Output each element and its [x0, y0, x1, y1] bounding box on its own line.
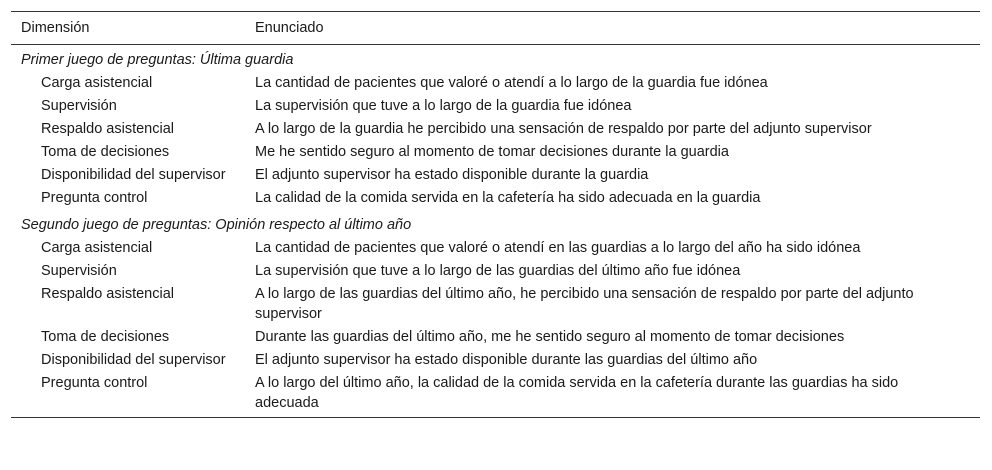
section-row [11, 210, 980, 237]
dimension-label: Carga asistencial [41, 75, 153, 91]
dimension-cell [11, 237, 245, 260]
table-row [11, 187, 980, 210]
dimension-label: Disponibilidad del supervisor [41, 167, 226, 183]
statement-cell: La cantidad de pacientes que valoré o atendí en las guardias a lo largo del año ha sido idónea [255, 240, 861, 256]
header-dimension: Dimensión [21, 20, 90, 36]
questionnaire-table [11, 11, 980, 418]
statement-cell: A lo largo de las guardias del último año, he percibido una sensación de respaldo por parte del adjunto supervisor [255, 286, 914, 322]
dimension-label: Supervisión [41, 98, 117, 114]
section-title: Primer juego de preguntas: Última guardia [21, 52, 294, 68]
dimension-label: Toma de decisiones [41, 144, 170, 160]
statement-cell: A lo largo del último año, la calidad de la comida servida en la cafetería durante las guardias ha sido adecuada [255, 375, 899, 411]
table-header [11, 12, 980, 45]
dimension-cell [11, 349, 245, 372]
statement-cell: Durante las guardias del último año, me he sentido seguro al momento de tomar decisiones [255, 329, 845, 345]
table-row [11, 283, 980, 326]
table-row [11, 118, 980, 141]
dimension-cell [11, 260, 245, 283]
dimension-cell [11, 187, 245, 210]
statement-cell: La supervisión que tuve a lo largo de las guardias del último año fue idónea [255, 263, 741, 279]
dimension-cell [11, 164, 245, 187]
table-row [11, 349, 980, 372]
statement-cell: La calidad de la comida servida en la cafetería ha sido adecuada en la guardia [255, 190, 761, 206]
dimension-cell [11, 141, 245, 164]
header-row [11, 12, 980, 45]
dimension-cell [11, 118, 245, 141]
table-row [11, 237, 980, 260]
table-row [11, 72, 980, 95]
statement-cell: La cantidad de pacientes que valoré o atendí a lo largo de la guardia fue idónea [255, 75, 768, 91]
dimension-label: Toma de decisiones [41, 329, 170, 345]
statement-cell: La supervisión que tuve a lo largo de la guardia fue idónea [255, 98, 632, 114]
statement-cell: A lo largo de la guardia he percibido una sensación de respaldo por parte del adjunto supervisor [255, 121, 872, 137]
dimension-cell [11, 326, 245, 349]
table-body [11, 45, 980, 418]
dimension-label: Supervisión [41, 263, 117, 279]
dimension-label: Carga asistencial [41, 240, 153, 256]
statement-cell: El adjunto supervisor ha estado disponible durante la guardia [255, 167, 649, 183]
dimension-label: Disponibilidad del supervisor [41, 352, 226, 368]
dimension-label: Pregunta control [41, 190, 148, 206]
questionnaire-table-container [11, 11, 980, 418]
dimension-label: Respaldo asistencial [41, 286, 174, 302]
dimension-label: Respaldo asistencial [41, 121, 174, 137]
section-title: Segundo juego de preguntas: Opinión respecto al último año [21, 217, 412, 233]
section-row [11, 45, 980, 73]
statement-cell: El adjunto supervisor ha estado disponible durante las guardias del último año [255, 352, 758, 368]
dimension-cell [11, 72, 245, 95]
table-row [11, 372, 980, 418]
table-row [11, 260, 980, 283]
table-row [11, 326, 980, 349]
dimension-cell [11, 283, 245, 326]
table-row [11, 164, 980, 187]
dimension-label: Pregunta control [41, 375, 148, 391]
dimension-cell [11, 372, 245, 418]
table-row [11, 95, 980, 118]
dimension-cell [11, 95, 245, 118]
header-statement: Enunciado [255, 20, 324, 36]
statement-cell: Me he sentido seguro al momento de tomar decisiones durante la guardia [255, 144, 729, 160]
table-row [11, 141, 980, 164]
